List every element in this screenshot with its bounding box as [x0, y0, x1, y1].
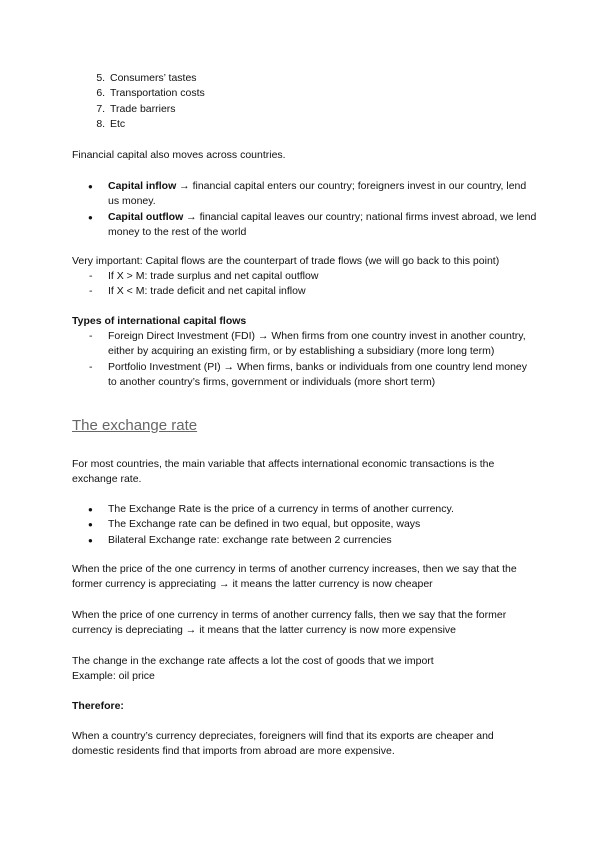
depreciating-paragraph: When the price of one currency in terms of another currency falls, then we say that the former currency is depreciating → it means that the latter currency is now more expensive [72, 609, 507, 637]
capital-outflow-term: Capital outflow [108, 210, 184, 223]
conclusion-paragraph: When a country’s currency depreciates, foreigners will find that its exports are cheaper and domestic residents find that imports from abroad are more expensive. [72, 730, 494, 758]
list-item: ● Bilateral Exchange rate: exchange rate between 2 currencies [108, 533, 540, 548]
exchange-rate-list [72, 502, 540, 548]
trade-balance-list [72, 269, 530, 300]
factors-list [72, 71, 528, 132]
list-item: 7. Trade barriers [108, 102, 528, 117]
list-item: 8. Etc [108, 117, 528, 132]
list-item: 5. Consumers’ tastes [108, 71, 528, 86]
import-cost-paragraph [72, 654, 532, 685]
exchange-intro-paragraph: For most countries, the main variable that affects international economic transactions is the exchange rate. [72, 458, 495, 486]
list-item: - Foreign Direct Investment (FDI) → When firms from one country invest in another country, either by acquiring an existing firm, or by establishing a subsidiary (more long term) [108, 329, 530, 360]
capital-intro-paragraph: Financial capital also moves across countries. [72, 149, 286, 161]
list-item: - Portfolio Investment (PI) → When firms, banks or individuals from one country lend money to another country’s firms, government or individuals (more short term) [108, 360, 530, 391]
list-item: - If X < M: trade deficit and net capital inflow [108, 284, 530, 299]
therefore-label: Therefore: [72, 700, 124, 712]
example-text: Example: oil price [72, 670, 155, 683]
list-item [108, 179, 540, 210]
capital-outflow-text: → financial capital leaves our country; national firms invest abroad, we lend money to the rest of the world [108, 210, 537, 238]
appreciating-paragraph: When the price of the one currency in terms of another currency increases, then we say that the former currency is appreciating → it means the latter currency is now cheaper [72, 563, 517, 591]
capital-inflow-text: → financial capital enters our country; foreigners invest in our country, lend us money. [108, 180, 527, 208]
capital-types-list [72, 329, 530, 390]
list-item: 6. Transportation costs [108, 86, 528, 101]
list-item [108, 210, 540, 241]
list-item: ● The Exchange rate can be defined in two equal, but opposite, ways [108, 517, 540, 532]
list-item: - If X > M: trade surplus and net capital outflow [108, 269, 530, 284]
capital-inflow-term: Capital inflow [108, 180, 177, 192]
capital-flow-list [72, 179, 540, 240]
import-cost-text: The change in the exchange rate affects a lot the cost of goods that we import [72, 655, 434, 667]
types-title: Types of international capital flows [72, 315, 247, 327]
list-item: ● The Exchange Rate is the price of a currency in terms of another currency. [108, 502, 540, 517]
section-heading: The exchange rate [72, 417, 198, 434]
important-note-paragraph: Very important: Capital flows are the counterpart of trade flows (we will go back to this point) [72, 255, 500, 267]
